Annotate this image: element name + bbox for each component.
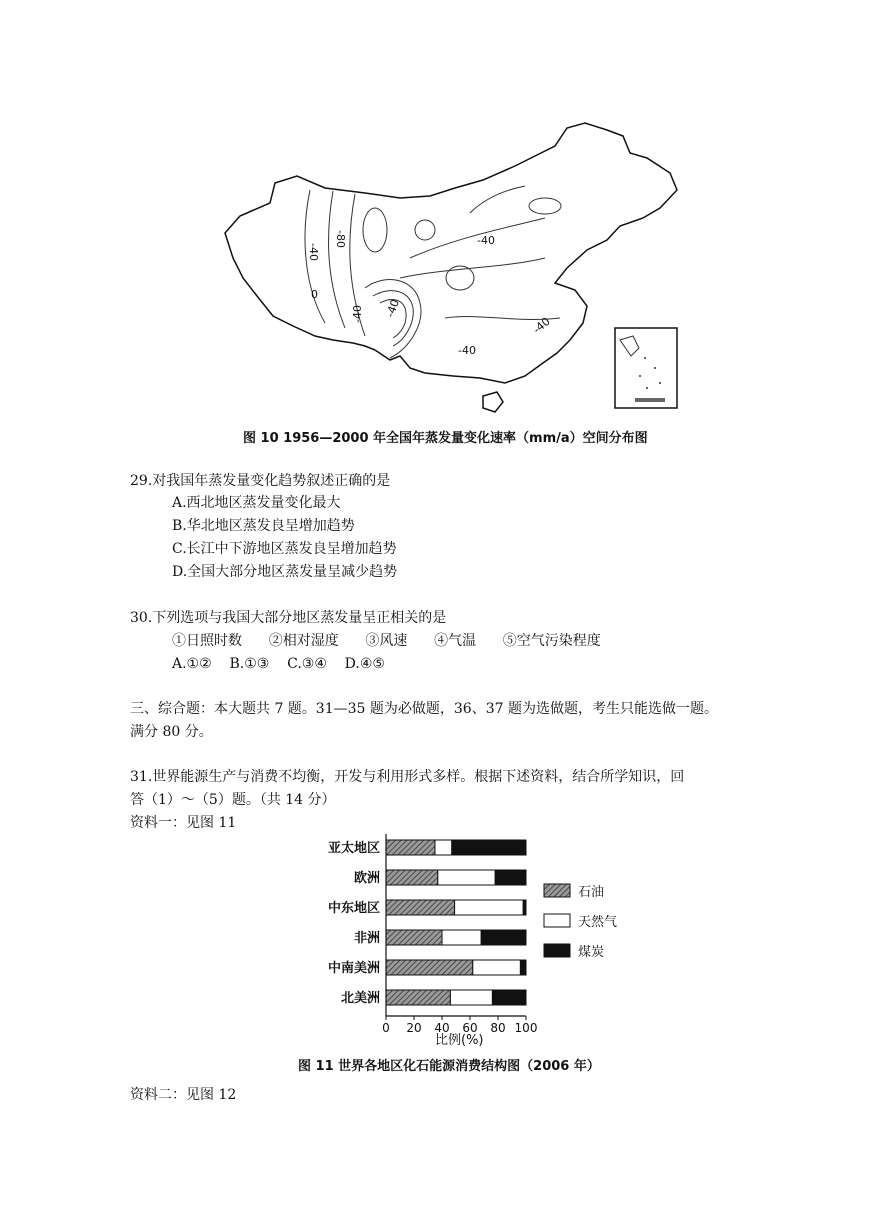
legend-label: 石油 (578, 885, 605, 900)
contour-label: -40 (307, 243, 320, 261)
contour-label: -80 (334, 230, 347, 248)
hainan-island (483, 392, 503, 412)
legend-label: 天然气 (578, 915, 618, 930)
legend-swatch (544, 884, 570, 897)
bar-segment (386, 870, 438, 885)
bar-segment (442, 930, 481, 945)
legend-label: 煤炭 (578, 945, 605, 960)
contour-lines (305, 186, 561, 358)
q30-items: ①日照时数 ②相对湿度 ③风速 ④气温 ⑤空气污染程度 (172, 633, 601, 649)
x-tick-label: 20 (406, 1021, 422, 1035)
bar-segment (495, 870, 526, 885)
category-label: 亚太地区 (327, 841, 380, 856)
x-tick-label: 80 (490, 1021, 506, 1035)
bar-segment (386, 840, 435, 855)
bar-segment (386, 960, 473, 975)
bar-segment (455, 900, 524, 915)
section3-line1: 三、综合题：本大题共 7 题。31—35 题为必做题，36、37 题为选做题，考生只能选做一题。 (130, 701, 718, 717)
contour-label: -40 (477, 234, 495, 247)
q31-line2: 答（1）～（5）题。（共 14 分） (130, 792, 336, 808)
q30-choices: A.①② B.①③ C.③④ D.④⑤ (172, 656, 385, 672)
q29-stem: 29.对我国年蒸发量变化趋势叙述正确的是 (130, 473, 391, 489)
contour-label: -40 (383, 297, 402, 320)
bar-segment (438, 870, 495, 885)
x-tick-label: 60 (462, 1021, 478, 1035)
bar-segment (386, 900, 455, 915)
bar-segment (520, 960, 526, 975)
material1-label: 资料一：见图 11 (130, 815, 237, 831)
q30-stem: 30.下列选项与我国大部分地区蒸发量呈正相关的是 (130, 610, 447, 626)
bar-segment (481, 930, 526, 945)
legend-swatch (544, 944, 570, 957)
x-axis-label: 比例(%) (435, 1033, 484, 1048)
q29-option-b: B.华北地区蒸发良呈增加趋势 (172, 518, 355, 534)
bar-segment (492, 990, 526, 1005)
bar-segment (435, 840, 452, 855)
category-label: 中南美洲 (327, 961, 380, 976)
q31-line1: 31.世界能源生产与消费不均衡，开发与利用形式多样。根据下述资料，结合所学知识，回 (130, 769, 685, 785)
x-tick-label: 0 (382, 1021, 390, 1035)
contour-label: -40 (458, 344, 476, 357)
category-label: 欧洲 (353, 871, 380, 886)
bar-segment (473, 960, 521, 975)
bar-segment (523, 900, 526, 915)
contour-label: -40 (530, 314, 553, 337)
bar-segment (452, 840, 526, 855)
contour-label: 0 (311, 288, 318, 301)
q29-option-a: A.西北地区蒸发量变化最大 (172, 495, 341, 511)
q29-option-d: D.全国大部分地区蒸发量呈减少趋势 (172, 564, 398, 580)
figure11-caption: 图 11 世界各地区化石能源消费结构图（2006 年） (298, 1059, 600, 1074)
bar-segment (386, 930, 442, 945)
figure10-caption: 图 10 1956—2000 年全国年蒸发量变化速率（mm/a）空间分布图 (243, 431, 648, 446)
q29-option-c: C.长江中下游地区蒸发良呈增加趋势 (172, 541, 397, 557)
bar-segment (450, 990, 492, 1005)
material2-label: 资料二：见图 12 (130, 1087, 237, 1103)
bar-segment (386, 990, 450, 1005)
x-tick-label: 100 (514, 1021, 538, 1035)
south-china-sea-inset (615, 328, 677, 408)
china-outline (225, 123, 677, 383)
x-tick-label: 40 (434, 1021, 450, 1035)
category-label: 北美洲 (340, 991, 380, 1006)
evaporation-rate-map (215, 118, 685, 418)
section3-line2: 满分 80 分。 (130, 724, 213, 740)
energy-consumption-chart (290, 832, 670, 1078)
legend-swatch (544, 914, 570, 927)
category-label: 中东地区 (327, 901, 380, 916)
category-label: 非洲 (353, 931, 380, 946)
contour-label: -40 (351, 305, 364, 323)
